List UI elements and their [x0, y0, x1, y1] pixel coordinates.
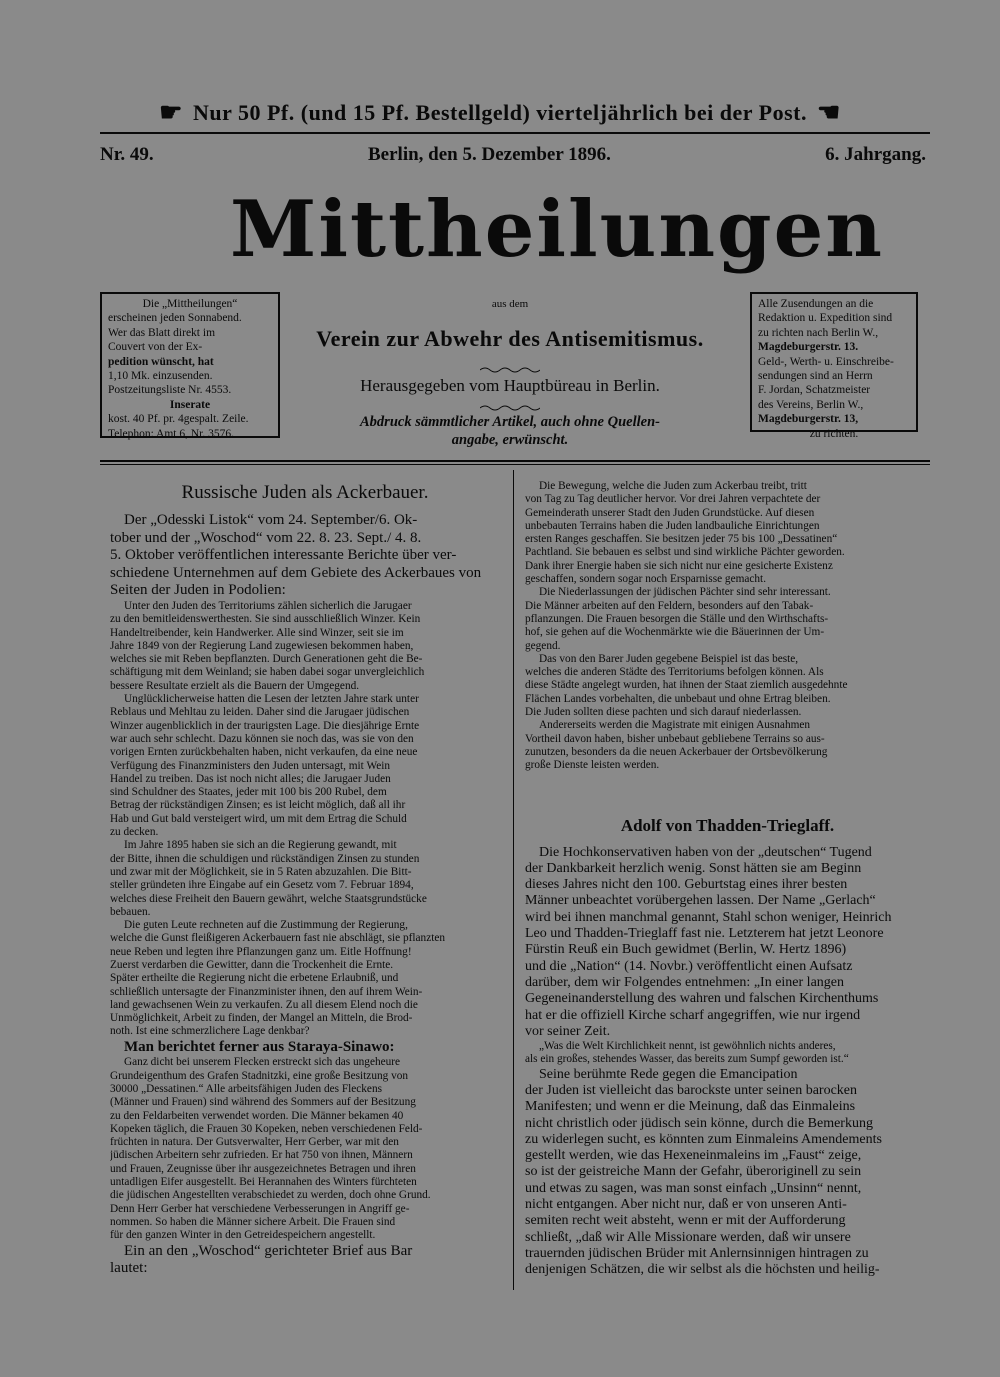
- pointing-hand-right-icon: ☛: [159, 98, 183, 127]
- text-line: bessere Resultate erzielt als die Bauern der Umgegend.: [110, 679, 360, 692]
- header-rule: [100, 460, 930, 462]
- text-line: tober und der „Woschod“ vom 22. 8. 23. Sept./ 4. 8.: [110, 529, 422, 546]
- text-line: welches diese Freiheit den Bauern gewährt, welche Staatsgrundstücke: [110, 892, 427, 905]
- box-line: Couvert von der Ex-: [108, 341, 203, 354]
- text-line: denjenigen Schätzen, die wir selbst als die höchsten und heilig-: [525, 1262, 880, 1278]
- text-line: schließlich untersagte der Finanzminister ihnen, den auf ihrem Wein-: [110, 985, 423, 998]
- text-line: welches sie mit Reben bepflanzten. Durch Generationen geht die Be-: [110, 653, 423, 666]
- text-line: nommen. So haben die Männer sichere Arbeit. Die Frauen sind: [110, 1215, 396, 1228]
- text-line: Im Jahre 1895 haben sie sich an die Regierung gewandt, mit: [124, 839, 397, 852]
- text-line: geschaffen, sondern sogar noch Ersparnisse gemacht.: [525, 573, 767, 586]
- text-line: gegend.: [525, 639, 561, 652]
- text-line: zu den bemitleidenswerthesten. Sie sind ausschließlich Winzer. Kein: [110, 613, 421, 626]
- text-line: bebauen.: [110, 905, 151, 918]
- text-line: 5. Oktober veröffentlichen interessante Berichte über ver-: [110, 547, 457, 564]
- ornament-squiggle: [480, 404, 540, 412]
- text-line: Später ertheilte die Regierung nicht die erbetene Erlaubniß, und: [110, 972, 399, 985]
- publisher-line: Herausgegeben vom Hauptbüreau in Berlin.: [360, 376, 660, 395]
- text-line: als ein großes, stehendes Wasser, das bereits zum Sumpf geworden ist.“: [525, 1053, 849, 1066]
- text-line: und Frauen, Zeugnisse über ihr ausgezeichnetes Betragen und ihren: [110, 1162, 416, 1175]
- text-line: Pachtland. Sie bebauen es selbst und sind wirkliche Pächter geworden.: [525, 546, 845, 559]
- text-line: diese Städte angelegt wurden, hat ihnen der Staat ziemlich ausgedehnte: [525, 679, 848, 692]
- text-line: für den ganzen Winter in den Getreidespeichern angestellt.: [110, 1229, 376, 1242]
- box-line: des Vereins, Berlin W.,: [758, 398, 864, 411]
- text-line: wird bei ihnen manchmal genannt, Stahl schon weniger, Heinrich: [525, 909, 892, 925]
- text-line: Betrag der rückständigen Zinsen; es ist leicht möglich, daß all ihr: [110, 799, 406, 812]
- text-line: Ein an den „Woschod“ gerichteter Brief aus Bar: [124, 1242, 413, 1259]
- text-line: Hab und Gut bald versteigert wird, um mit dem Ertrag die Schuld: [110, 812, 407, 825]
- text-line: Dank ihrer Energie haben sie sich nicht nur eine gesicherte Existenz: [525, 559, 833, 572]
- article-title: Adolf von Thadden-Trieglaff.: [620, 815, 835, 835]
- text-line: die jüdischen Angestellten verabschiedet zu werden, doch ohne Grund.: [110, 1189, 431, 1202]
- text-line: und etwas zu sagen, was man sonst einfach „Unsinn“ nennt,: [525, 1180, 862, 1196]
- text-line: Gemeinderath unserer Stadt den Juden Grundstücke. Auf diesen: [525, 506, 815, 519]
- article-body: [110, 1056, 500, 1242]
- text-line: neue Reben und legten ihre Pflanzungen ganz um. Eitle Hoffnung!: [110, 945, 412, 958]
- article-lead: [110, 512, 500, 600]
- article-body: [525, 1067, 930, 1279]
- text-line: vorigen Ernten zurückbehalten haben, nicht verkaufen, da eine neue: [110, 746, 418, 759]
- box-line: Inserate: [169, 398, 211, 411]
- text-line: Die guten Leute rechneten auf die Zustimmung der Regierung,: [124, 919, 408, 932]
- text-line: noth. Ist eine schmerzlichere Lage denkbar?: [110, 1025, 310, 1038]
- aus-dem-label: aus dem: [491, 298, 529, 310]
- text-line: zu den Feldarbeiten verwendet worden. Die Männer bekamen 40: [110, 1109, 404, 1122]
- text-line: Der „Odesski Listok“ vom 24. September/6. Ok-: [124, 512, 418, 528]
- box-line: Redaktion u. Expedition sind: [758, 312, 893, 325]
- text-line: Leo und Thadden-Trieglaff fast nie. Letzterem hat jetzt Leonore: [525, 926, 884, 942]
- text-line: ersten Ranges geschaffen. Sie besitzen jeder 75 bis 100 „Dessatinen“: [525, 533, 838, 546]
- text-line: jüdischen Arbeitern sehr zufrieden. Er hat 750 von ihnen, Männern: [110, 1149, 413, 1162]
- text-line: Die Juden sollten diese pachten und sich darauf niederlassen.: [525, 706, 802, 719]
- text-line: trauernden jüdischen Brüder mit Anlernsinnigen hintragen zu: [525, 1245, 869, 1261]
- text-line: Zuerst verdarben die Gewitter, dann die Trockenheit die Ernte.: [110, 958, 394, 971]
- text-line: Das von den Barer Juden gegebene Beispiel ist das beste,: [539, 652, 799, 665]
- text-line: Die Männer arbeiten auf den Feldern, besonders auf den Tabak-: [525, 599, 814, 612]
- ornament-squiggle: [480, 366, 540, 374]
- box-line: zu richten nach Berlin W.,: [758, 326, 879, 339]
- text-line: zunutzen, besonders da die neuen Ackerbauer der Ortsbevölkerung: [525, 745, 828, 758]
- text-line: Die Bewegung, welche die Juden zum Ackerbau treibt, tritt: [539, 480, 807, 492]
- text-line: pflanzungen. Die Frauen besorgen die Ställe und den Wirthschafts-: [525, 612, 829, 625]
- article-body: [525, 845, 930, 1041]
- article-body: [110, 600, 500, 1039]
- pointing-hand-left-icon: ☚: [817, 98, 841, 127]
- text-line: Winzer augenblicklich in der traurigsten Lage. Die diesjährige Ernte: [110, 719, 420, 732]
- box-line: kost. 40 Pf. pr. 4gespalt. Zeile.: [108, 413, 249, 426]
- box-line: sendungen sind an Herrn: [758, 370, 873, 383]
- text-line: Unter den Juden des Territoriums zählen sicherlich die Jarugaer: [124, 599, 412, 612]
- text-line: hof, sie gehen auf die Wochenmärkte wie die Bäuerinnen der Um-: [525, 626, 825, 639]
- text-line: Seiten der Juden in Podolien:: [110, 582, 286, 599]
- text-line: Reblaus und Mehltau zu leiden. Daher sind die Jarugaer jüdischen: [110, 706, 410, 719]
- price-line: Nur 50 Pf. (und 15 Pf. Bestellgeld) vierteljährlich bei der Post.: [192, 100, 807, 125]
- text-line: (Männer und Frauen) sind während des Sommers auf der Besitzung: [110, 1096, 416, 1109]
- text-line: gestellt werden, wie das Hexeneinmaleins im „Faust“ zeige,: [525, 1148, 862, 1164]
- reprint-notice-line: angabe, erwünscht.: [451, 432, 569, 448]
- text-line: vor seiner Zeit.: [525, 1023, 611, 1039]
- text-line: Gegeneinanderstellung des wahren und falschen Kirchenthums: [525, 991, 879, 1007]
- text-line: 30000 „Dessatinen.“ Alle arbeitsfähigen Juden des Fleckens: [110, 1082, 382, 1095]
- box-line: Geld-, Werth- u. Einschreibe-: [758, 355, 894, 368]
- text-line: land gewachsenen Wein zu verkaufen. Zu all diesem Elend noch die: [110, 998, 418, 1011]
- text-line: früchten in natura. Der Gutsverwalter, Herr Gerber, war mit den: [110, 1136, 399, 1149]
- text-line: zu widerlegen sucht, es könnten zum Einmaleins Amendements: [525, 1131, 882, 1147]
- issue-number: Nr. 49.: [100, 144, 154, 165]
- text-line: nicht christlich oder jüdisch sein könne, durch die Bemerkung: [525, 1115, 873, 1131]
- box-line: zu richten.: [809, 427, 859, 440]
- text-line: Fürstin Reuß ein Buch gewidmet (Berlin, W. Hertz 1896): [525, 942, 847, 958]
- box-line: pedition wünscht, hat: [108, 355, 214, 368]
- box-line: F. Jordan, Schatzmeister: [758, 384, 871, 397]
- text-line: Unglücklicherweise hatten die Lesen der letzten Jahre stark unter: [124, 693, 419, 706]
- text-line: Verfügung des Finanzministers den Juden untersagt, mit Wein: [110, 759, 390, 772]
- text-line: der Dankbarkeit herzlich wenig. Sonst hätten sie am Beginn: [525, 860, 862, 876]
- box-line: Die „Mittheilungen“: [142, 298, 238, 310]
- text-line: semiten recht weit absteht, wenn er mit der Aufforderung: [525, 1213, 846, 1229]
- box-line: erscheinen jeden Sonnabend.: [108, 312, 242, 325]
- text-line: sind Schuldner des Staates, jeder mit 100 bis 200 Rubel, dem: [110, 786, 387, 799]
- box-line: Wer das Blatt direkt im: [108, 326, 216, 339]
- text-line: so ist der geistreiche Mann der Gefahr, überoriginell zu sein: [525, 1164, 862, 1180]
- text-line: schiedene Unternehmen auf dem Gebiete des Ackerbaues von: [110, 564, 482, 581]
- column-divider: [513, 470, 514, 1290]
- text-line: „Was die Welt Kirchlichkeit nennt, ist gewöhnlich nichts anderes,: [539, 1040, 836, 1053]
- text-line: Andererseits werden die Magistrate mit einigen Ausnahmen: [539, 719, 811, 732]
- text-line: Die Hochkonservativen haben von der „deutschen“ Tugend: [539, 844, 872, 860]
- text-line: untadligen Eifer ausgestellt. Bei Herannahen des Winters fürchteten: [110, 1176, 417, 1189]
- header-rule-thin: [100, 464, 930, 465]
- text-line: unbebauten Terrains haben die Juden landbauliche Einrichtungen: [525, 519, 820, 532]
- article-subhead: Man berichtet ferner aus Staraya-Sinawo:: [124, 1038, 395, 1055]
- text-line: Handeltreibender, kein Handwerker. Alle sind Winzer, seit sie im: [110, 626, 404, 639]
- article-continuation: [525, 480, 930, 773]
- article-quote: [525, 1040, 930, 1067]
- text-line: welches die anderen Städte des Territoriums befolgen können. Als: [525, 666, 824, 679]
- text-line: Männer unbeachtet vorübergehen lassen. Der Name „Gerlach“: [525, 893, 876, 909]
- box-line: Telephon: Amt 6, Nr. 3576.: [108, 427, 235, 440]
- text-line: Kopeken täglich, die Frauen 30 Kopeken, neben verschiedenen Feld-: [110, 1122, 423, 1135]
- text-line: Vortheil davon haben, bisher unbebaut gebliebene Terrains so aus-: [525, 732, 825, 745]
- text-line: lautet:: [110, 1260, 148, 1277]
- text-line: Flächen Landes vorbehalten, die unbebaut und ohne Ertrag bleiben.: [525, 692, 831, 705]
- address-info-box: [750, 292, 918, 440]
- text-line: große Dienste leisten werden.: [525, 759, 660, 772]
- text-line: darüber, dem wir Folgendes entnehmen: „In einer langen: [525, 974, 844, 990]
- subscription-info-box: [100, 292, 280, 438]
- text-line: steller gründeten ihre Eingabe auf ein Gesetz vom 7. Februar 1894,: [110, 879, 414, 892]
- top-rule: [100, 132, 930, 134]
- text-line: der Juden ist vielleicht das barockste unter seinen barocken: [525, 1082, 857, 1098]
- text-line: Handel zu treiben. Das ist noch nicht alles; die Jarugaer Juden: [110, 772, 391, 785]
- text-line: nicht entgangen. Aber nicht nur, daß er von unseren Anti-: [525, 1197, 847, 1213]
- text-line: Unmöglichkeit, Arbeit zu finden, der Mangel an Mitteln, die Brod-: [110, 1012, 413, 1025]
- text-line: Jahre 1849 von der Regierung Land zugewiesen bekommen haben,: [110, 639, 414, 652]
- text-line: Denn Herr Gerber hat verschiedene Verbesserungen in Angriff ge-: [110, 1202, 410, 1215]
- text-line: dieses Jahres nicht den 100. Geburtstag eines ihrer besten: [525, 877, 848, 893]
- association-name: Verein zur Abwehr des Antisemitismus.: [316, 326, 704, 351]
- box-line: Alle Zusendungen an die: [758, 298, 874, 310]
- text-line: schließt, „daß wir Alle Missionare werden, daß wir unsere: [525, 1229, 851, 1245]
- masthead-title: Mittheilungen: [230, 184, 884, 275]
- text-line: und die „Nation“ (14. Novbr.) veröffentlicht einen Aufsatz: [525, 958, 853, 974]
- text-line: Manifesten; und wenn er die Meinung, daß das Einmaleins: [525, 1099, 856, 1115]
- reprint-notice-line: Abdruck sämmtlicher Artikel, auch ohne Quellen-: [360, 414, 660, 430]
- text-line: Die Niederlassungen der jüdischen Pächter sind sehr interessant.: [539, 586, 831, 599]
- text-line: Ganz dicht bei unserem Flecken erstreckt sich das ungeheure: [124, 1056, 401, 1069]
- text-line: der Bitte, ihnen die schuldigen und rückständigen Zinsen zu stunden: [110, 852, 420, 865]
- right-column: [525, 480, 930, 1279]
- article-closing: [110, 1243, 500, 1278]
- volume-year: 6. Jahrgang.: [825, 144, 926, 165]
- box-line: Magdeburgerstr. 13,: [758, 413, 859, 426]
- box-line: 1,10 Mk. einzusenden.: [108, 370, 213, 383]
- text-line: zu decken.: [110, 826, 159, 839]
- text-line: Seine berühmte Rede gegen die Emancipation: [539, 1066, 798, 1082]
- text-line: war auch sehr schlecht. Dazu können sie noch das, was sie von den: [110, 732, 414, 745]
- text-line: welche die Gunst fleißigeren Ackerbauern fast nie abschlägt, sie pflanzten: [110, 932, 446, 945]
- text-line: hat er die offiziell Kirche scharf angegriffen, wie nur irgend: [525, 1007, 861, 1023]
- issue-date: Berlin, den 5. Dezember 1896.: [368, 144, 611, 165]
- text-line: und zwar mit der Möglichkeit, sie in 5 Raten abzuzahlen. Die Bitt-: [110, 865, 412, 878]
- dateline: [100, 140, 930, 170]
- text-line: Grundeigenthum des Grafen Stadnitzki, eine große Besitzung von: [110, 1069, 409, 1082]
- left-column: [110, 480, 500, 1278]
- text-line: schäftigung mit dem Weinland; sie haben dabei sogar unvergleichlich: [110, 666, 425, 679]
- text-line: von Tag zu Tag deutlicher hervor. Vor drei Jahren verpachtete der: [525, 493, 821, 506]
- box-line: Postzeitungsliste Nr. 4553.: [108, 384, 232, 397]
- article-title: Russische Juden als Ackerbauer.: [181, 482, 429, 503]
- box-line: Magdeburgerstr. 13.: [758, 341, 859, 354]
- price-banner: [100, 98, 900, 128]
- article-spacer: [525, 773, 930, 813]
